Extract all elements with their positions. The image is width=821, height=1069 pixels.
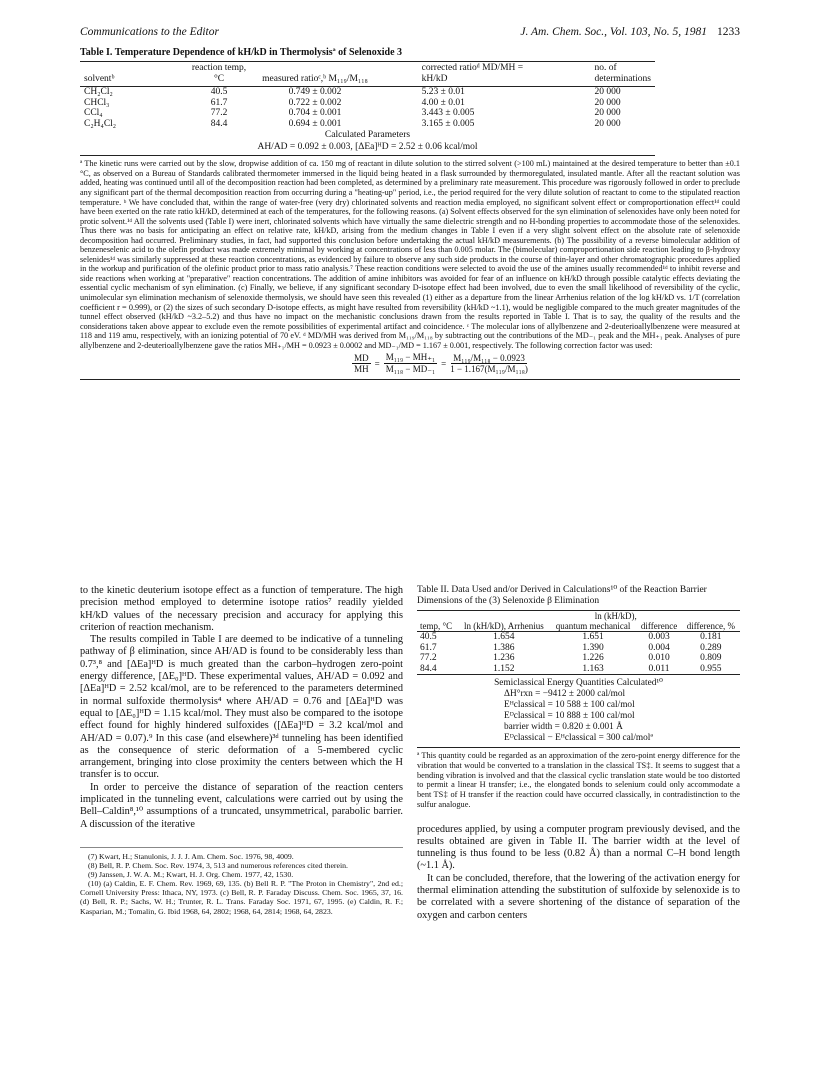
table2-blank [417,611,458,622]
semiclassical-line: ΔH°rxn = −9412 ± 2000 cal/mol [504,689,626,700]
references [80,847,403,916]
table1-header-corrected: corrected ratioᵈ MD/MH = kH/kD [376,62,555,87]
table2-blank [682,611,740,622]
right-body [417,824,740,922]
table1-cell-determinations: 20 000 [594,118,621,129]
correction-equation [140,352,740,375]
table2-cell-quantum: 1.651 [582,632,604,642]
semiclassical-title: Semiclassical Energy Quantities Calculated¹⁰ [494,678,663,689]
table-row [417,664,740,675]
table2-cell-difference: 0.004 [648,642,670,653]
table2-cell-difference-pct: 0.181 [700,632,722,642]
eq-rhs-num: M₁₁₉/M₁₁₈ − 0.0923 [453,353,525,364]
table-row [80,108,655,119]
reference-item: (10) (a) Caldin, E. F. Chem. Rev. 1969, 69, 135. (b) Bell R. P. "The Proton in Chemistry", 2nd ed.; Cornell University Press: Ithaca, NY, 1973. (c) Bell, R. P. Faraday Discuss. Chem. Soc. 1965, 37, 16. (d) Bell, R. P.; Sachs, W. H.; Trunter, R. L. Trans. Faraday Soc. 1971, 67, 1995. (e) Caldin, R. F.; Kasparian, M.; Tomalin, G. Ibid 1968, 64, 2802; 1968, 64, 2814; 1968, 64, 2823. [80,879,403,916]
table1-cell-measured: 0.722 ± 0.002 [288,97,342,108]
table1-cell-corrected: 4.00 ± 0.01 [421,97,465,108]
article-page [80,26,740,380]
eq-rhs [450,353,528,374]
table2-cell-arrhenius: 1.386 [493,642,515,653]
eq-mid-num: M₁₁₉ − MH₊₁ [385,352,436,363]
semiclassical-line: barrier width = 0.820 ± 0.001 Å [504,722,623,733]
table2-group-header: ln (kH/kD), [550,611,682,622]
table2-cell-quantum: 1.163 [550,664,637,675]
table1-cell-determinations: 20 000 [594,87,621,97]
eq-mid [384,352,437,375]
table1-caption: Table I. Temperature Dependence of kH/kD in Thermolysisª of Selenoxide 3 [80,47,403,58]
table2-cell-arrhenius: 1.152 [458,664,550,675]
table-row [417,643,740,654]
table1-cell-corrected: 3.443 ± 0.005 [421,108,475,119]
table2-cell-temp: 77.2 [420,653,437,664]
table1 [80,61,655,129]
eq-mid-den: M₁₁₈ − MD₋₁ [385,364,436,375]
table1-cell-measured: 0.749 ± 0.002 [288,87,342,97]
semiclassical-block [417,678,740,744]
table1-calc-values: AH/AD = 0.092 ± 0.003, [ΔEa]ᴴD = 2.52 ± 0.06 kcal/mol [257,142,478,153]
table1-cell-determinations: 20 000 [594,97,621,108]
table1-cell-temp: 40.5 [210,87,228,97]
semiclassical-line: Eᴰclassical − Eᴴclassical = 300 cal/molª [504,733,653,744]
semiclassical-line: Eᴴclassical = 10 588 ± 100 cal/mol [504,700,635,711]
right-column [417,585,740,922]
eq-lhs-num: MD [354,353,369,364]
table2-cell-difference-pct: 0.809 [700,653,722,664]
table2-cell-arrhenius: 1.654 [493,632,515,642]
table2-header-difference: difference [636,621,681,632]
table2-cell-difference: 0.010 [648,653,670,664]
table2-blank [458,611,550,622]
table2-header-temp: temp, °C [417,621,458,632]
table2-bottom-rule [417,747,740,748]
table1-cell-measured: 0.694 ± 0.001 [288,118,342,129]
table2-header-difference-pct: difference, % [682,621,740,632]
table2 [417,610,740,675]
table2-cell-temp: 61.7 [420,642,437,653]
table-row [417,653,740,664]
reference-item: (9) Janssen, J. W. A. M.; Kwart, H. J. Org. Chem. 1977, 42, 1530. [88,870,294,880]
table1-cell-temp: 61.7 [210,97,228,108]
journal-citation [520,26,740,38]
table2-caption: Table II. Data Used and/or Derived in Calculations¹⁰ of the Reaction Barrier Dimensions of the (3) Selenoxide β Elimination [417,585,707,606]
table1-cell-solvent: CHCl₃ [84,97,110,108]
table2-cell-difference-pct: 0.289 [700,642,722,653]
table1-cell-solvent: C₂H₄Cl₂ [84,118,117,129]
body-paragraph: procedures applied, by using a computer program previously devised, and the results obtained are given in Table II. The barrier width at the level of tunneling is thus found to be less (0.82 Å) than a normal C–H bond length (~1.1 Å). [417,823,740,872]
two-column-body [80,585,740,922]
footnote-bottom-rule [80,379,740,380]
section-title: Communications to the Editor [80,26,219,38]
semiclassical-lines [504,689,653,744]
table2-cell-quantum: 1.226 [582,653,604,664]
table1-cell-solvent: CCl₄ [84,108,103,119]
table-row [80,119,655,130]
table-row [80,87,655,98]
eq-equals-2: = [441,358,447,369]
table2-footnote: ª This quantity could be regarded as an approximation of the zero-point energy difference for the vibration that would be converted to a translation in the classical TS‡. It seems to suggest that a bending vibration is involved and that the classical cyclic translation state would be too distorted to permit a linear H transfer; i.e., the elongated bonds to selenium could only accommodate a bent TS‡ of H transfer if the reaction could have occurred classically, in contradistinction to the sulfur analogue. [417,751,740,809]
table2-cell-quantum: 1.390 [582,642,604,653]
table1-header-determinations: no. of determinations [555,62,655,87]
reference-item: (8) Bell, R. P. Chem. Soc. Rev. 1974, 3, 513 and numerous references cited therein. [88,861,348,871]
table2-cell-difference: 0.003 [648,632,670,642]
body-paragraph: to the kinetic deuterium isotope effect as a function of temperature. The high precision method employed to determine isotope ratios⁷ readily yielded kH/kD values of the necessary precision and accuracy for applying this criterion of reaction mechanism. [80,585,403,633]
eq-equals-1: = [374,358,380,369]
table1-bottom-rule [80,155,655,156]
reference-item: (7) Kwart, H.; Stanulonis, J. J. J. Am. Chem. Soc. 1976, 98, 4009. [88,851,294,861]
table1-header-measured: measured ratioᶜ,ᵇ M₁₁₉/M₁₁₈ [254,62,375,87]
table2-cell-difference: 0.011 [636,664,681,675]
table1-cell-temp: 84.4 [210,118,228,129]
semiclassical-line: Eᴰclassical = 10 888 ± 100 cal/mol [504,711,635,722]
table1-cell-corrected: 5.23 ± 0.01 [421,87,465,97]
table1-calc-title: Calculated Parameters [324,130,411,141]
table2-header-arrhenius: ln (kH/kD), Arrhenius [458,621,550,632]
table2-cell-temp: 40.5 [420,632,437,642]
body-paragraph: In order to perceive the distance of separation of the reaction centers implicated in the tunneling event, calculations were carried out by using the Bell–Caldin⁸,¹⁰ assumptions of a truncated, unsymmetrical, parabolic barrier. A discussion of the iterative [80,781,403,830]
body-paragraph: It can be concluded, therefore, that the lowering of the activation energy for thermal elimination attending the substitution of sulfoxide by selenoxide is to be correlated with a severe shortening of the distance of separation of the oxygen and carbon centers [417,872,740,921]
table1-cell-determinations: 20 000 [594,108,621,119]
table2-cell-arrhenius: 1.236 [493,653,515,664]
table1-header-solvent: solventᵇ [80,62,184,87]
table1-cell-measured: 0.704 ± 0.001 [288,108,342,119]
running-head [80,26,740,38]
eq-lhs [352,353,371,374]
table1-cell-solvent: CH₂Cl₂ [84,87,113,97]
eq-lhs-den: MH [354,364,369,375]
left-column [80,585,403,922]
table2-header-quantum: quantum mechanical [550,621,637,632]
page-number: 1233 [717,26,740,38]
table1-header-temp: reaction temp, °C [184,62,255,87]
table-row [417,632,740,643]
body-paragraph: The results compiled in Table I are deemed to be indicative of a tunneling pathway of β elimination, since AH/AD is found to be considerably less than 0.7³,⁸ and [ΔEa]ᴴD is much greated than the carbon–hydrogen zero-point energy difference, [ΔE₀]ᴴD. These experimental values, AH/AD = 0.092 and [ΔEa]ᴴD = 2.52 kcal/mol, are to be referenced to the parameters determined in normal sulfoxide thermolysis⁴ where AH/AD = 0.76 and [ΔEa]ᴴD was equal to [ΔE₀]ᴴD = 1.15 kcal/mol. They must also be compared to the isotope effect found for highly hindered sulfoxides ([ΔEa]ᴴD = 3.2 kcal/mol and AH/AD = 0.07).⁹ In this case (and elsewhere)³ᵈ tunneling has been identified as the consequence of steric deformation of a 5-membered cyclic arrangement, bringing into close proximity the centers between which the H transfer is to occur. [80,634,403,781]
table2-cell-temp: 84.4 [417,664,458,675]
table1-cell-temp: 77.2 [210,108,228,119]
table1-footnote: ª The kinetic runs were carried out by the slow, dropwise addition of ca. 150 mg of reactant in dilute solution to the stirred solvent (>100 mL) maintained at the desired temperature to better than ±0.1 °C, as observed on a Bureau of Standards calibrated thermometer immersed in the liquid being heated in a flask surrounded by thermoregulated, insulated mantle. After all the reactant solution was added, heating was continued until all of the decomposition reaction had been completed, as determined by a preliminary rate measurement. This procedure was rigorously followed in order to preclude any significant part of the thermal decomposition reaction from occurring during a "heating-up" period, i.e., the period required for the very dilute solution of reactant to come to the stipulated reaction temperature. ᵇ We have concluded that, within the range of water-free (very dry) chlorinated solvents and reaction media employed, no significant solvent effect or comproportionation effect¹ᵈ could have been exerted on the rate ratio kH/kD, determined at each of the temperatures, for the following reasons. (a) Solvent effects observed for the syn elimination of selenoxides have only been noted for protic solvent.¹ᵈ All the solvents used (Table I) were inert, chlorinated solvents which have virtually the same dielectric strength and no H-bonding properties to accommodate those of the selenoxides. Thus there was no basis for anticipating an effect on relative rate, kH/kD, arising from the medium changes in Table I even if a very slight solvent effect on the absolute rate of selenoxide decomposition had occurred. Preliminary studies, in fact, had supported this conclusion before undertaking the actual kH/kD measurements. (b) The possibility of a reverse bimolecular addition of benzeneselenic acid to the olefin product was made extremely minimal by working at concentrations of less than 0.005 molar. The (bimolecular) comproportionation side reaction leading to β-hydroxy selenides¹ᵈ was similarly suppressed at these reaction concentrations, as evidenced by failure to observe any such side products in the course of thin-layer and other chromatographic procedures applied in the workup and purification of the olefinic product prior to mass ratio analysis.⁷ These reaction conditions were selected to avoid the use of the amines usually recommended¹ᵈ to inhibit reverse and side reactions when working at "preparative" reaction concentrations. The addition of amine inhibitors was avoided for fear of an influence on kH/kD through possible catalytic effects deviating the essential cyclic mechanism of syn elimination. (c) Finally, we believe, if any significant secondary D-isotope effect had been involved, due to even the small likelihood of reversibility of the cyclic, unimolecular syn elimination mechanism of selenoxide thermolysis, we should have seen this revealed (1) either as a departure from the linear Arrhenius relation of the log kH/kD vs. 1/T (correlation coefficient r = 0.999), or (2) the sizes of such secondary D-isotope effects, as might have resulted from reversibility (kH/kD ~1.1), would be negligible compared to the much greater magnitudes of the tunnel effect observed (kH/kD ~3.2–5.2) and thus have no impact on the mechanistic conclusions drawn from the results reported in Table I. That is to say, the quality of the results and the considerations taken above appear to exclude even the remote possibilities of experimental artifact and coincidence. ᶜ The molecular ions of allylbenzene and 2-deuterioallylbenzene were measured at 118 and 119 amu, respectively, with an ionizing potential of 70 eV. ᵈ MD/MH was derived from M₁₁₉/M₁₁₈ by subtracting out the contributions of the MD₋₁ peak and the MH₊₁ peak. Analyses of pure allylbenzene and 2-deuterioallylbenzene gave the ratios MH₊₁/MH = 0.0923 ± 0.0002 and MD₋₁/MD = 1.167 ± 0.001, respectively. The following correction factor was used: [80,159,740,350]
journal-name: J. Am. Chem. Soc., Vol. 103, No. 5, 1981 [520,26,707,38]
eq-rhs-den: 1 − 1.167(M₁₁₉/M₁₁₈) [450,364,528,375]
table2-cell-difference-pct: 0.955 [682,664,740,675]
table-row [80,98,655,109]
table1-cell-corrected: 3.165 ± 0.005 [421,118,475,129]
